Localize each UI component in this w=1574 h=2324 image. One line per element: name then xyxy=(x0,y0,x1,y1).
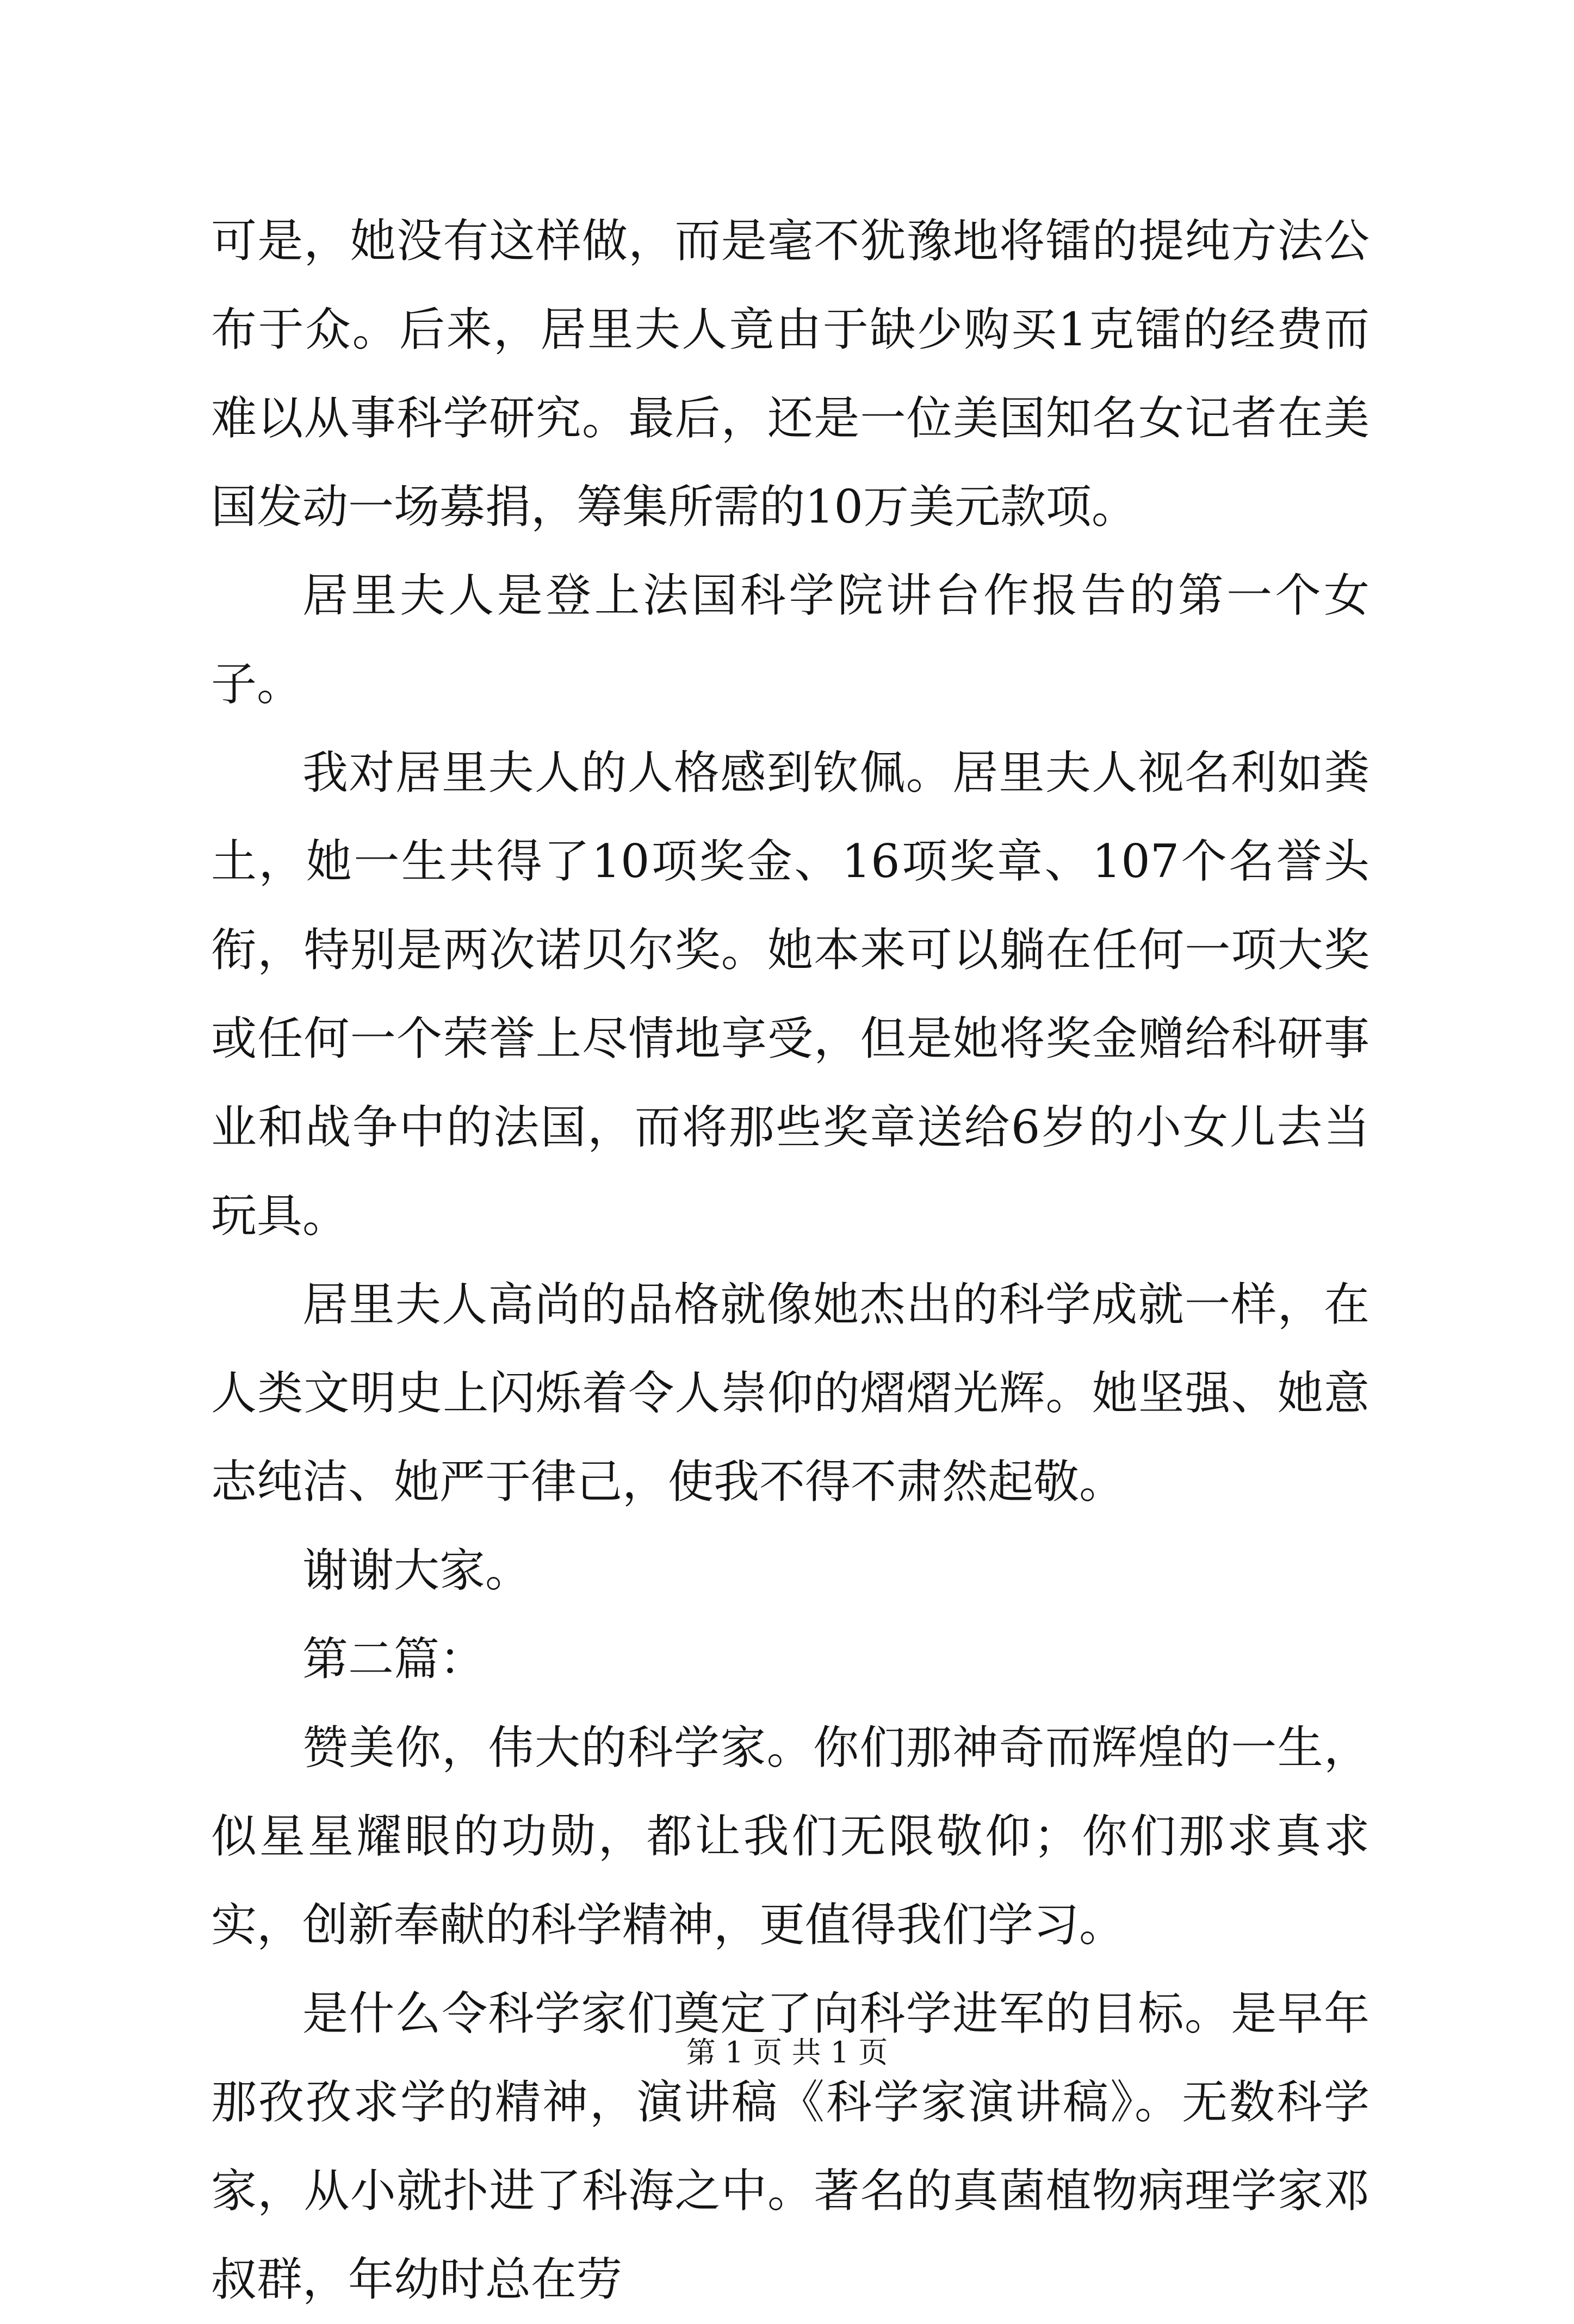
paragraph-academy: 居里夫人是登上法国科学院讲台作报告的第一个女子。 xyxy=(211,569,1369,711)
paragraph-scientists: 赞美你，伟大的科学家。你们那神奇而辉煌的一生，似星星耀眼的功勋，都让我们无限敬仰；你们那求真求实，创新奉献的科学精神，更值得我们学习。 xyxy=(211,1721,1369,1952)
paragraph-goal: 是什么令科学家们奠定了向科学进军的目标。是早年那孜孜求学的精神，演讲稿《科学家演讲稿》。无数科学家，从小就扑进了科海之中。著名的真菌植物病理学家邓叔群，年幼时总在劳 xyxy=(211,1987,1369,2306)
page-number-label: 第 1 页 共 1 页 xyxy=(686,2035,888,2070)
paragraph-funding: 可是，她没有这样做，而是毫不犹豫地将镭的提纯方法公布于众。后来，居里夫人竟由于缺少购买1克镭的经费而难以从事科学研究。最后，还是一位美国知名女记者在美国发动一场募捐，筹集所需的10万美元款项。 xyxy=(211,214,1369,533)
page-footer xyxy=(0,2034,1574,2072)
section-heading: 第二篇： xyxy=(302,1632,486,1686)
paragraph-character: 我对居里夫人的人格感到钦佩。居里夫人视名利如粪土，她一生共得了10项奖金、16项奖章、107个名誉头衔，特别是两次诺贝尔奖。她本来可以躺在任何一项大奖或任何一个荣誉上尽情地享受，但是她将奖金赠给科研事业和战争中的法国，而将那些奖章送给6岁的小女儿去当玩具。 xyxy=(211,746,1369,1242)
document-body xyxy=(211,197,1369,2324)
paragraph-thanks: 谢谢大家。 xyxy=(302,1544,531,1597)
paragraph-praise: 居里夫人高尚的品格就像她杰出的科学成就一样，在人类文明史上闪烁着令人崇仰的熠熠光辉。她坚强、她意志纯洁、她严于律己，使我不得不肃然起敬。 xyxy=(211,1278,1369,1508)
